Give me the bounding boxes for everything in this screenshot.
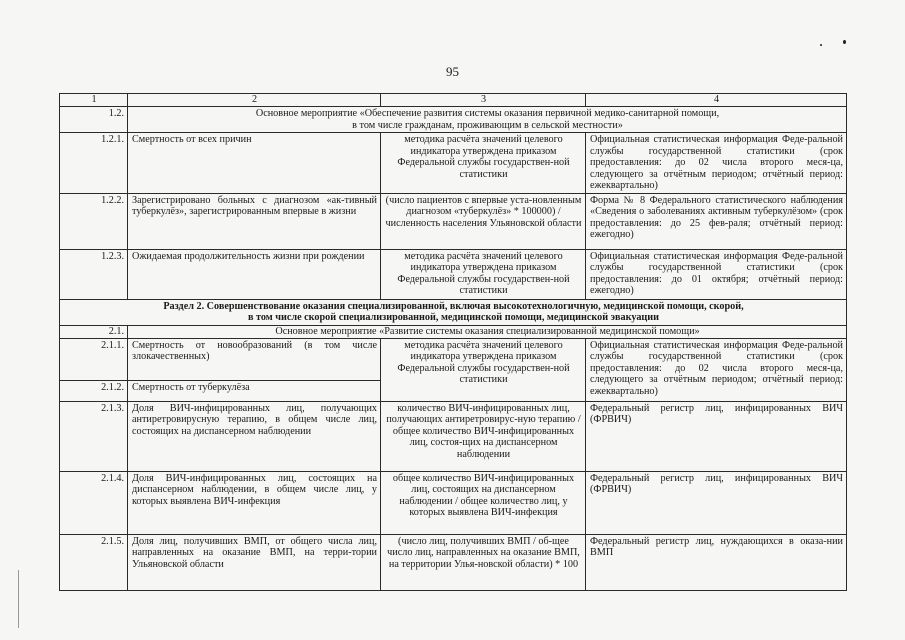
row-number: 2.1.2. [60,380,128,401]
row-number: 2.1.1. [60,338,128,380]
section-heading [60,299,847,325]
data-source: Официальная статистическая информация Феде-ральной службы государственной статистики (срок предоставления: до 02 числа второго меся-ца, следующего за отчётным периодом; отчётный период: ежеквартально) [586,338,847,401]
table-row [60,471,847,534]
table-header-row [60,94,847,107]
table-row [60,133,847,194]
indicators-table [59,93,847,591]
calculation-method: (число лиц, получивших ВМП / об-щее число лиц, направленных на оказание ВМП, на территории Улья-новской области) * 100 [381,534,586,590]
section-title-line: Основное мероприятие «Обеспечение развития системы оказания первичной медико-санитарной помощи, [255,108,720,119]
indicator-name: Доля ВИЧ-инфицированных лиц, состоящих на диспансерном наблюдении, в общем числе лиц, у которых выявлена ВИЧ-инфекция [128,471,381,534]
table-row [60,401,847,471]
table-row [60,249,847,299]
indicator-name: Доля ВИЧ-инфицированных лиц, получающих антиретровирусную терапию, в общем числе лиц, состоящих на диспансерном наблюдении [128,401,381,471]
row-number: 1.2.3. [60,249,128,299]
row-number: 1.2.2. [60,193,128,249]
data-source: Федеральный регистр лиц, инфицированных ВИЧ (ФРВИЧ) [586,471,847,534]
section-title [128,107,847,133]
indicator-name: Зарегистрировано больных с диагнозом «ак-тивный туберкулёз», зарегистрированным впервые в жизни [128,193,381,249]
header-cell: 3 [381,94,586,107]
row-number: 2.1. [60,325,128,338]
header-cell: 2 [128,94,381,107]
scan-speck [843,40,846,44]
table-row [60,338,847,380]
indicator-name: Смертность от новообразований (в том числе злокачественных) [128,338,381,380]
row-number: 2.1.3. [60,401,128,471]
row-number: 1.2. [60,107,128,133]
calculation-method: методика расчёта значений целевого индикатора утверждена приказом Федеральной службы государствен-ной статистики [381,338,586,401]
table-row [60,193,847,249]
row-number: 2.1.4. [60,471,128,534]
scan-margin-line [18,570,19,628]
calculation-method: методика расчёта значений целевого индикатора утверждена приказом Федеральной службы государствен-ной статистики [381,133,586,194]
data-source: Федеральный регистр лиц, нуждающихся в оказа-нии ВМП [586,534,847,590]
table-row [60,534,847,590]
indicator-name: Смертность от всех причин [128,133,381,194]
indicator-name: Смертность от туберкулёза [128,380,381,401]
calculation-method: количество ВИЧ-инфицированных лиц, получающих антиретровирус-ную терапию / общее количество ВИЧ-инфицированных лиц, состоя-щих на диспансерном наблюдении [381,401,586,471]
section-heading-line: Раздел 2. Совершенствование оказания специализированной, включая высокотехнологичную, медицинской помощи, скорой, [163,300,744,312]
section-row [60,107,847,133]
section-heading-line: в том числе скорой специализированной, медицинской помощи, медицинской эвакуации [247,312,660,323]
header-cell: 1 [60,94,128,107]
section-title-line: в том числе гражданам, проживающим в сельской местности» [352,119,623,131]
scan-speck [820,44,822,46]
data-source: Официальная статистическая информация Феде-ральной службы государственной статистики (срок предоставления: до 02 числа второго меся-ца, следующего за отчётным периодом; отчётный период: ежеквартально) [586,133,847,194]
section-row [60,299,847,325]
indicator-name: Ожидаемая продолжительность жизни при рождении [128,249,381,299]
data-source: Федеральный регистр лиц, инфицированных ВИЧ (ФРВИЧ) [586,401,847,471]
subsection-title: Основное мероприятие «Развитие системы оказания специализированной медицинской помощи» [128,325,847,338]
calculation-method: (число пациентов с впервые уста-новленным диагнозом «туберкулёз» * 100000) / численность населения Ульяновской области [381,193,586,249]
indicator-name: Доля лиц, получивших ВМП, от общего числа лиц, направленных на оказание ВМП, на терри-тории Ульяновской области [128,534,381,590]
page-number: 95 [446,64,459,79]
row-number: 1.2.1. [60,133,128,194]
row-number: 2.1.5. [60,534,128,590]
calculation-method: общее количество ВИЧ-инфицированных лиц, состоящих на диспансерном наблюдении / общее количество лиц, у которых выявлена ВИЧ-инфекция [381,471,586,534]
data-source: Форма № 8 Федерального статистического наблюдения «Сведения о заболеваниях активным туберкулёзом» (срок предоставления: до 25 фев-раля; отчётный период: ежегодно) [586,193,847,249]
subsection-row [60,325,847,338]
data-source: Официальная статистическая информация Феде-ральной службы государственной статистики (срок предоставления: до 01 октября; отчётный период: ежегодно) [586,249,847,299]
header-cell: 4 [586,94,847,107]
calculation-method: методика расчёта значений целевого индикатора утверждена приказом Федеральной службы государствен-ной статистики [381,249,586,299]
